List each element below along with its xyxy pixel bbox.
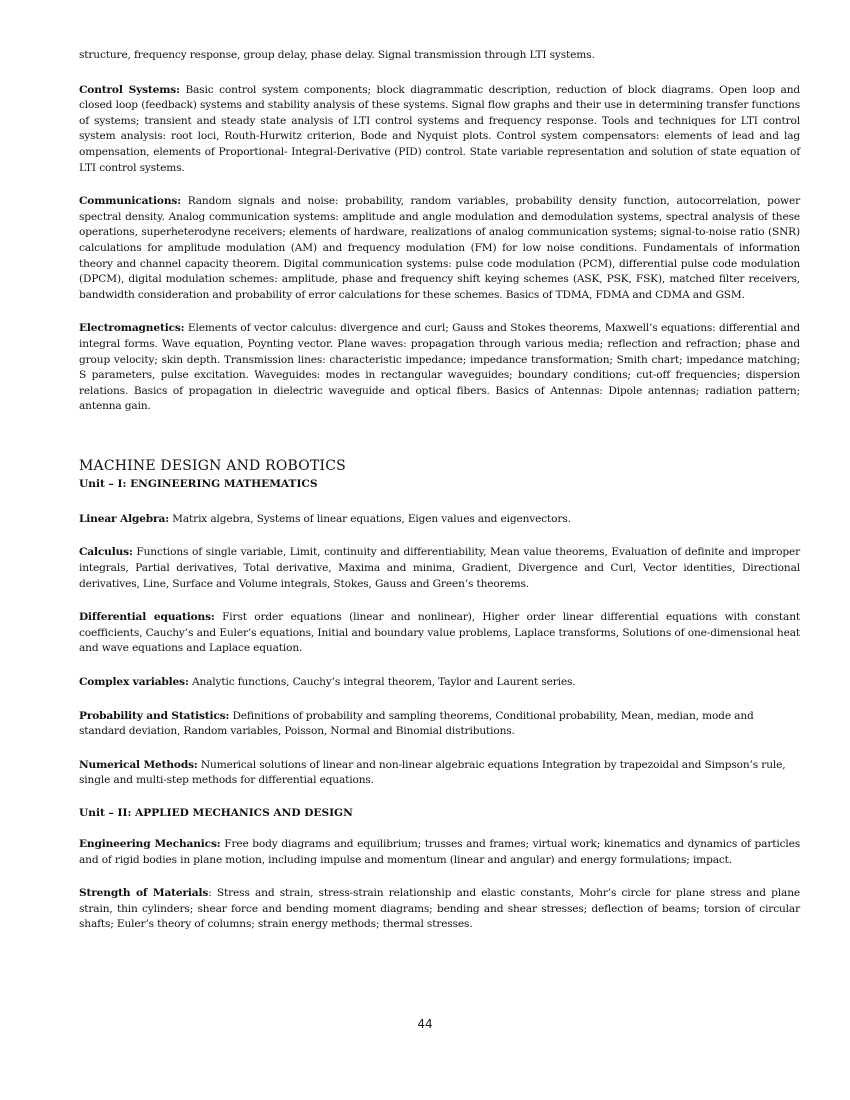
numerical-methods-paragraph bbox=[79, 758, 800, 789]
unit-2-title: Unit – II: APPLIED MECHANICS AND DESIGN bbox=[79, 807, 353, 819]
electromagnetics-heading: Electromagnetics: bbox=[79, 322, 185, 335]
unit-1-title: Unit – I: ENGINEERING MATHEMATICS bbox=[79, 477, 318, 490]
communications-heading: Communications: bbox=[79, 195, 181, 208]
engineering-mechanics-body: Free body diagrams and equilibrium; trusses and frames; virtual work; kinematics and dynamics of particles and of rigid bodies in plane motion, including impulse and momentum (linear and angular) and energy formulations; impact. bbox=[79, 838, 801, 866]
differential-equations-heading: Differential equations: bbox=[79, 611, 215, 624]
probability-statistics-heading: Probability and Statistics: bbox=[79, 709, 230, 722]
probability-statistics-paragraph bbox=[79, 709, 800, 740]
document-page bbox=[79, 48, 800, 951]
probability-statistics-body: Definitions of probability and sampling theorems, Conditional probability, Mean, median, mode and standard deviation, Random variables, Poisson, Normal and Binomial distributions. bbox=[79, 709, 754, 738]
complex-variables-heading: Complex variables: bbox=[79, 676, 189, 689]
engineering-mechanics-paragraph bbox=[79, 837, 800, 868]
strength-of-materials-heading: Strength of Materials bbox=[79, 887, 209, 900]
page-number: 44 bbox=[417, 1017, 433, 1031]
linear-algebra-body: Matrix algebra, Systems of linear equations, Eigen values and eigenvectors. bbox=[168, 512, 571, 525]
numerical-methods-heading: Numerical Methods: bbox=[79, 758, 198, 771]
linear-algebra-heading: Linear Algebra: bbox=[79, 512, 169, 525]
differential-equations-body: First order equations (linear and nonlinear), Higher order linear differential equations with constant coefficients, Cauchy’s and Euler’s equations, Initial and boundary value problems, Laplace transforms, Solutions of one-dimensional heat and wave equations and Laplace equation. bbox=[79, 611, 800, 655]
complex-variables-paragraph bbox=[79, 675, 800, 691]
intro-paragraph: structure, frequency response, group delay, phase delay. Signal transmission through LTI systems. bbox=[79, 49, 595, 61]
numerical-methods-body: Numerical solutions of linear and non-linear algebraic equations Integration by trapezoidal and Simpson’s rule, single and multi-step methods for differential equations. bbox=[79, 758, 786, 787]
engineering-mechanics-heading: Engineering Mechanics: bbox=[79, 838, 221, 850]
differential-equations-paragraph bbox=[79, 610, 800, 657]
communications-paragraph bbox=[79, 194, 800, 303]
control-systems-heading: Control Systems: bbox=[79, 83, 180, 96]
calculus-heading: Calculus: bbox=[79, 546, 133, 559]
communications-body: Random signals and noise: probability, random variables, probability density function, autocorrelation, power spectral density. Analog communication systems: amplitude and angle modulation and demodulation systems, spectral analysis of these operations, superheterodyne receivers; elements of hardware, realizations of analog communication systems; signal-to-noise ratio (SNR) calculations for amplitude modulation (AM) and frequency modulation (FM) for low noise conditions. Fundamentals of information theory and channel capacity theorem. Digital communication systems: pulse code modulation (PCM), differential pulse code modulation (DPCM), digital modulation schemes: amplitude, phase and frequency shift keying schemes (ASK, PSK, FSK), matched filter receivers, bandwidth consideration and probability of error calculations for these schemes. Basics of TDMA, FDMA and CDMA and GSM. bbox=[79, 195, 800, 301]
electromagnetics-paragraph bbox=[79, 321, 800, 415]
strength-of-materials-body: : Stress and strain, stress-strain relationship and elastic constants, Mohr’s circle for plane stress and plane strain, thin cylinders; shear force and bending moment diagrams; bending and shear stresses; deflection of beams; torsion of circular shafts; Euler’s theory of columns; strain energy methods; thermal stresses. bbox=[79, 887, 801, 931]
control-systems-paragraph bbox=[79, 83, 800, 177]
control-systems-body: Basic control system components; block diagrammatic description, reduction of block diagrams. Open loop and closed loop (feedback) systems and stability analysis of these systems. Signal flow graphs and their use in determining transfer functions of systems; transient and steady state analysis of LTI control systems and frequency response. Tools and techniques for LTI control system analysis: root loci, Routh-Hurwitz criterion, Bode and Nyquist plots. Control system compensators: elements of lead and lag ompensation, elements of Proportional- Integral-Derivative (PID) control. State variable representation and solution of state equation of LTI control systems. bbox=[79, 83, 800, 174]
strength-of-materials-paragraph bbox=[79, 886, 800, 933]
linear-algebra-paragraph bbox=[79, 512, 800, 528]
electromagnetics-body: Elements of vector calculus: divergence and curl; Gauss and Stokes theorems, Maxwell’s equations: differential and integral forms. Wave equation, Poynting vector. Plane waves: propagation through various media; reflection and refraction; phase and group velocity; skin depth. Transmission lines: characteristic impedance; impedance transformation; Smith chart; impedance matching; S parameters, pulse excitation. Waveguides: modes in rectangular waveguides; boundary conditions; cut-off frequencies; dispersion relations. Basics of propagation in dielectric waveguide and optical fibers. Basics of Antennas: Dipole antennas; radiation pattern; antenna gain. bbox=[79, 322, 800, 413]
calculus-body: Functions of single variable, Limit, continuity and differentiability, Mean value theorems, Evaluation of definite and improper integrals, Partial derivatives, Total derivative, Maxima and minima, Gradient, Divergence and Curl, Vector identities, Directional derivatives, Line, Surface and Volume integrals, Stokes, Gauss and Green’s theorems. bbox=[79, 546, 800, 590]
complex-variables-body: Analytic functions, Cauchy’s integral theorem, Taylor and Laurent series. bbox=[188, 676, 576, 689]
calculus-paragraph bbox=[79, 545, 800, 592]
section-title: MACHINE DESIGN AND ROBOTICS bbox=[79, 457, 346, 474]
